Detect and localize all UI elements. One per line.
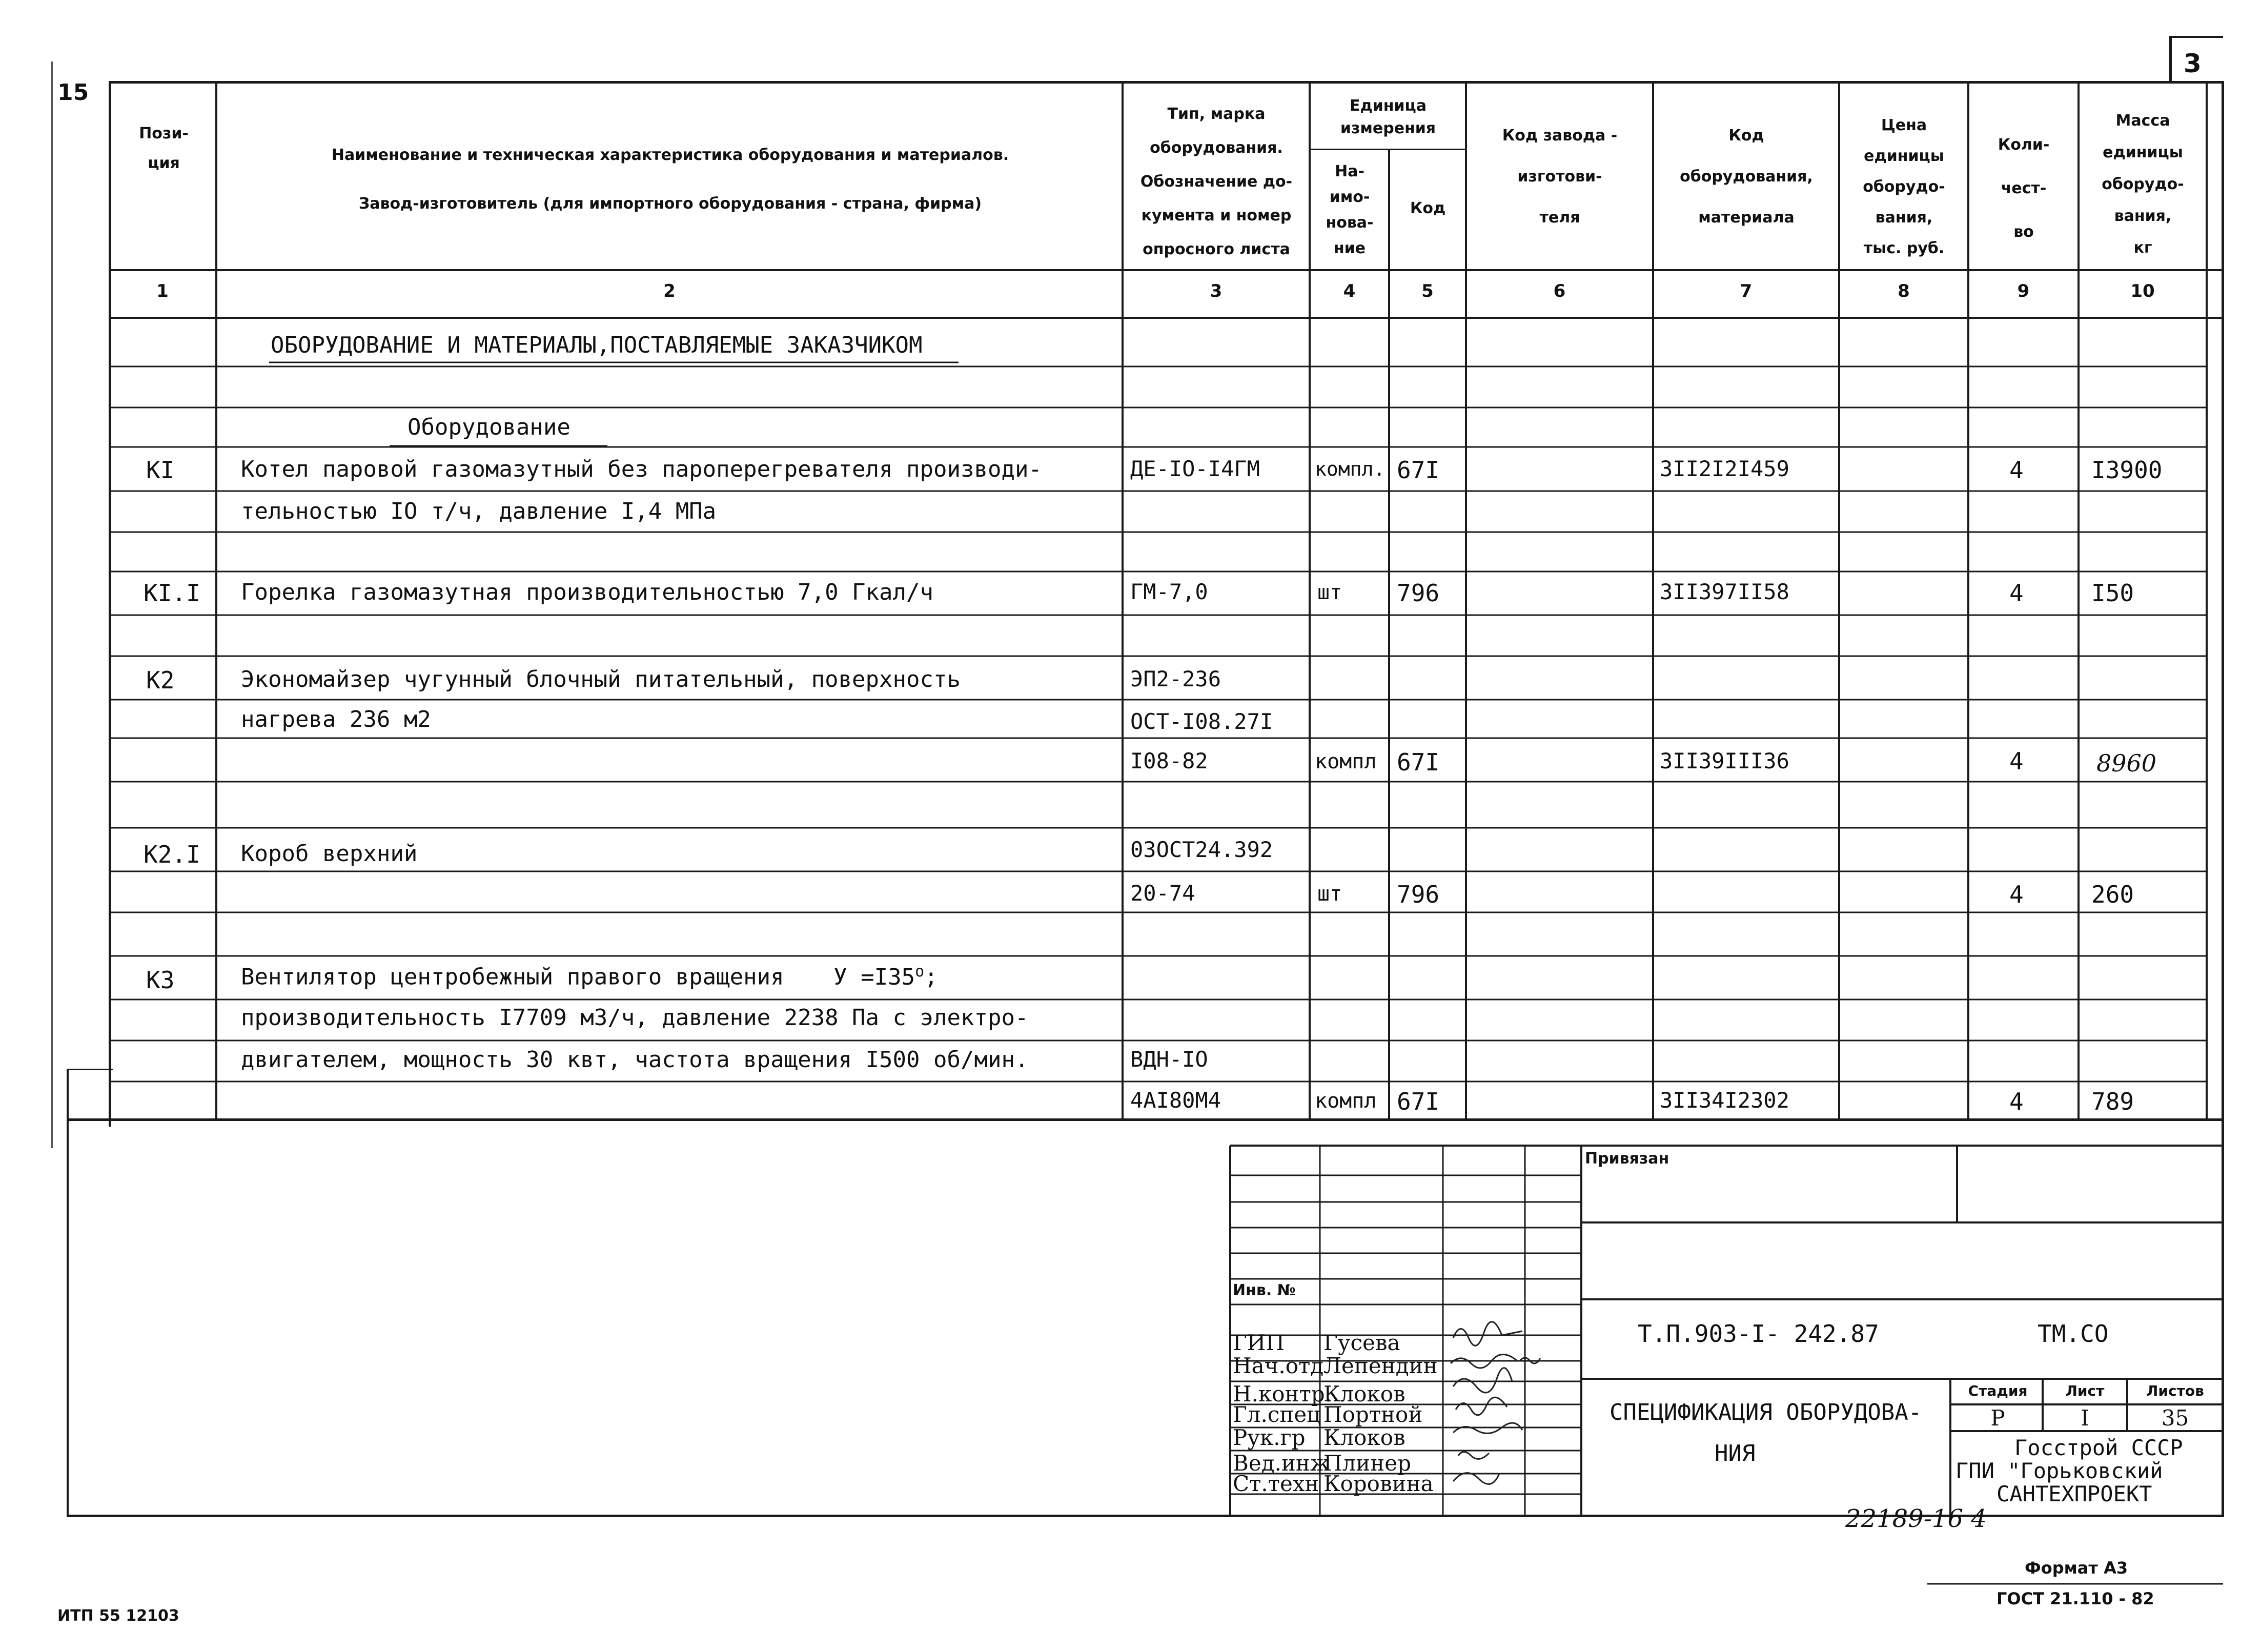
document-number: Т.П.903-I- 242.87 <box>1638 1320 1879 1348</box>
colnum-7: 7 <box>1740 281 1753 301</box>
sheets-value: 35 <box>2161 1405 2189 1431</box>
row-k3-unit: компл <box>1315 1089 1377 1113</box>
document-title-line1: СПЕЦИФИКАЦИЯ ОБОРУДОВА- <box>1610 1399 1922 1425</box>
name-klokov-2: Клоков <box>1323 1425 1406 1450</box>
org-line2: ГПИ "Горьковский <box>1956 1458 2163 1483</box>
row-k3-unit-code: 67I <box>1397 1088 1440 1115</box>
colnum-4: 4 <box>1343 281 1356 301</box>
header-type: Тип, марка оборудования. Обозначение до- кумента и номер опросного листа <box>1140 105 1293 258</box>
row-k1-1-position: КI.I <box>144 579 200 607</box>
role-lead-eng: Вед.инж <box>1233 1451 1330 1476</box>
signatures <box>1443 1317 1581 1507</box>
row-k2-1-type-line1: 03ОСТ24.392 <box>1130 837 1273 862</box>
name-guseva: Гусева <box>1323 1330 1400 1355</box>
row-k1-1-equipment-code: 3II397II58 <box>1660 579 1789 604</box>
sheets-label: Листов <box>2146 1382 2204 1399</box>
colnum-9: 9 <box>2017 281 2030 301</box>
row-k3-equipment-code: 3II34I2302 <box>1660 1088 1789 1113</box>
left-page-number: 15 <box>57 79 89 106</box>
colnum-2: 2 <box>663 281 676 301</box>
colnum-5: 5 <box>1421 281 1434 301</box>
name-pliner: Плинер <box>1323 1451 1412 1476</box>
header-quantity: Коли- чест- во <box>1998 136 2050 241</box>
name-korovina: Коровина <box>1323 1471 1434 1496</box>
sheet-value: I <box>2081 1405 2089 1431</box>
row-k2-position: К2 <box>146 666 175 694</box>
row-k2-mass-handwritten: 8960 <box>2096 749 2157 777</box>
role-head-dept: Нач.отд <box>1233 1353 1324 1378</box>
colnum-3: 3 <box>1210 281 1223 301</box>
privyazan-label: Привязан <box>1585 1150 1669 1168</box>
row-k2-1-name: Короб верхний <box>241 841 418 867</box>
header-unit-name: На- имо- нова- ние <box>1326 162 1374 257</box>
row-k2-unit: компл <box>1315 750 1377 773</box>
format-label: Формат А3 <box>2025 1558 2128 1578</box>
stage-value: Р <box>1990 1405 2005 1431</box>
handwritten-archive-number: 22189-16 4 <box>1845 1504 1987 1533</box>
row-k3-name-line2: производительность I7709 м3/ч, давление 2238 Па с электро- <box>241 1005 1029 1031</box>
header-unit-group: Единица измерения <box>1340 97 1436 137</box>
sheet-number: 3 <box>2184 49 2202 78</box>
row-k3-name-line3: двигателем, мощность 30 квт, частота вращения I500 об/мин. <box>241 1047 1029 1073</box>
row-k1-mass: I3900 <box>2091 456 2163 484</box>
org-line1: Госстрой СССР <box>2014 1435 2183 1460</box>
row-k2-equipment-code: 3II39III36 <box>1660 748 1789 773</box>
row-k3-position: К3 <box>146 966 175 994</box>
inventory-number-label: Инв. № <box>1233 1281 1296 1299</box>
header-equipment-code: Код оборудования, материала <box>1680 127 1813 227</box>
row-k1-unit-code: 67I <box>1397 456 1440 484</box>
row-k3-quantity: 4 <box>2009 1088 2024 1115</box>
row-k1-position: КI <box>146 456 175 484</box>
stage-label: Стадия <box>1968 1382 2028 1399</box>
stamp-code: ИТП 55 12103 <box>57 1607 179 1625</box>
gost-label: ГОСТ 21.110 - 82 <box>1997 1589 2154 1608</box>
row-k1-equipment-code: 3II2I2I459 <box>1660 456 1789 481</box>
row-k1-1-unit: шт <box>1317 581 1342 604</box>
subsection-title: Оборудование <box>408 414 571 440</box>
row-k2-quantity: 4 <box>2009 747 2024 775</box>
colnum-1: 1 <box>156 281 169 301</box>
document-title-line2: НИЯ <box>1715 1440 1756 1466</box>
row-k1-1-unit-code: 796 <box>1397 579 1440 607</box>
header-price: Цена единицы оборудо- вания, тыс. руб. <box>1863 116 1945 257</box>
header-maker-code: Код завода - изготови- теля <box>1502 127 1618 227</box>
role-group-lead: Рук.гр <box>1233 1425 1306 1450</box>
role-norm-control: Н.контр. <box>1233 1381 1332 1406</box>
role-gip: ГИП <box>1233 1330 1285 1355</box>
row-k1-unit: компл. <box>1315 458 1386 480</box>
header-unit-code: Код <box>1410 199 1446 217</box>
colnum-6: 6 <box>1553 281 1566 301</box>
row-k2-type-line1: ЭП2-236 <box>1130 666 1221 691</box>
sheet-label: Лист <box>2065 1382 2105 1399</box>
row-k2-1-mass: 260 <box>2091 881 2134 908</box>
row-k1-1-quantity: 4 <box>2009 579 2024 607</box>
row-k2-name-line2: нагрева 236 м2 <box>241 706 431 732</box>
row-k2-type-line2: ОСТ-I08.27I <box>1130 709 1273 734</box>
colnum-8: 8 <box>1898 281 1910 301</box>
row-k1-name-line1: Котел паровой газомазутный без пароперегревателя производи- <box>241 456 1042 482</box>
row-k2-type-line3: I08-82 <box>1130 748 1208 773</box>
name-lependin: Лепендин <box>1323 1353 1438 1378</box>
row-k1-1-mass: I50 <box>2091 579 2134 607</box>
row-k2-1-type-line2: 20-74 <box>1130 881 1195 906</box>
row-k2-1-unit: шт <box>1317 882 1342 906</box>
row-k1-quantity: 4 <box>2009 456 2024 484</box>
row-k1-1-type: ГМ-7,0 <box>1130 579 1208 604</box>
org-line3: САНТЕХПРОЕКТ <box>1997 1481 2152 1506</box>
row-k1-name-line2: тельностью IO т/ч, давление I,4 МПа <box>241 498 717 524</box>
document-mark: ТМ.СО <box>2038 1320 2109 1348</box>
header-mass: Масса единицы оборудо- вания, кг <box>2102 112 2184 257</box>
row-k1-type: ДЕ-IO-I4ГМ <box>1130 456 1260 481</box>
row-k3-mass: 789 <box>2091 1088 2134 1115</box>
row-k3-type-line2: 4АI80М4 <box>1130 1088 1221 1113</box>
row-k1-1-name: Горелка газомазутная производительностью 7,0 Гкал/ч <box>241 579 934 605</box>
section-title: ОБОРУДОВАНИЕ И МАТЕРИАЛЫ,ПОСТАВЛЯЕМЫЕ ЗАКАЗЧИКОМ <box>271 332 923 358</box>
row-k2-1-quantity: 4 <box>2009 881 2024 908</box>
row-k3-type-line1: ВДН-IO <box>1130 1047 1208 1072</box>
role-senior-tech: Ст.техн <box>1233 1471 1319 1496</box>
row-k2-1-position: К2.I <box>144 841 200 868</box>
header-position: Пози- ция <box>139 125 189 172</box>
header-name: Наименование и техническая характеристика оборудования и материалов. Завод-изготовитель (для импортного оборудования - страна, фирма) <box>331 146 1009 213</box>
role-chief-spec: Гл.спец <box>1233 1402 1321 1427</box>
row-k2-unit-code: 67I <box>1397 748 1440 776</box>
row-k2-1-unit-code: 796 <box>1397 881 1440 908</box>
colnum-10: 10 <box>2130 281 2155 301</box>
row-k3-name-line1: Вентилятор центробежный правого вращения $У =I35^o$; <box>241 963 938 990</box>
name-klokov-1: Клоков <box>1323 1381 1406 1406</box>
name-portnoy: Портной <box>1323 1402 1423 1427</box>
row-k2-name-line1: Экономайзер чугунный блочный питательный, поверхность <box>241 666 961 692</box>
